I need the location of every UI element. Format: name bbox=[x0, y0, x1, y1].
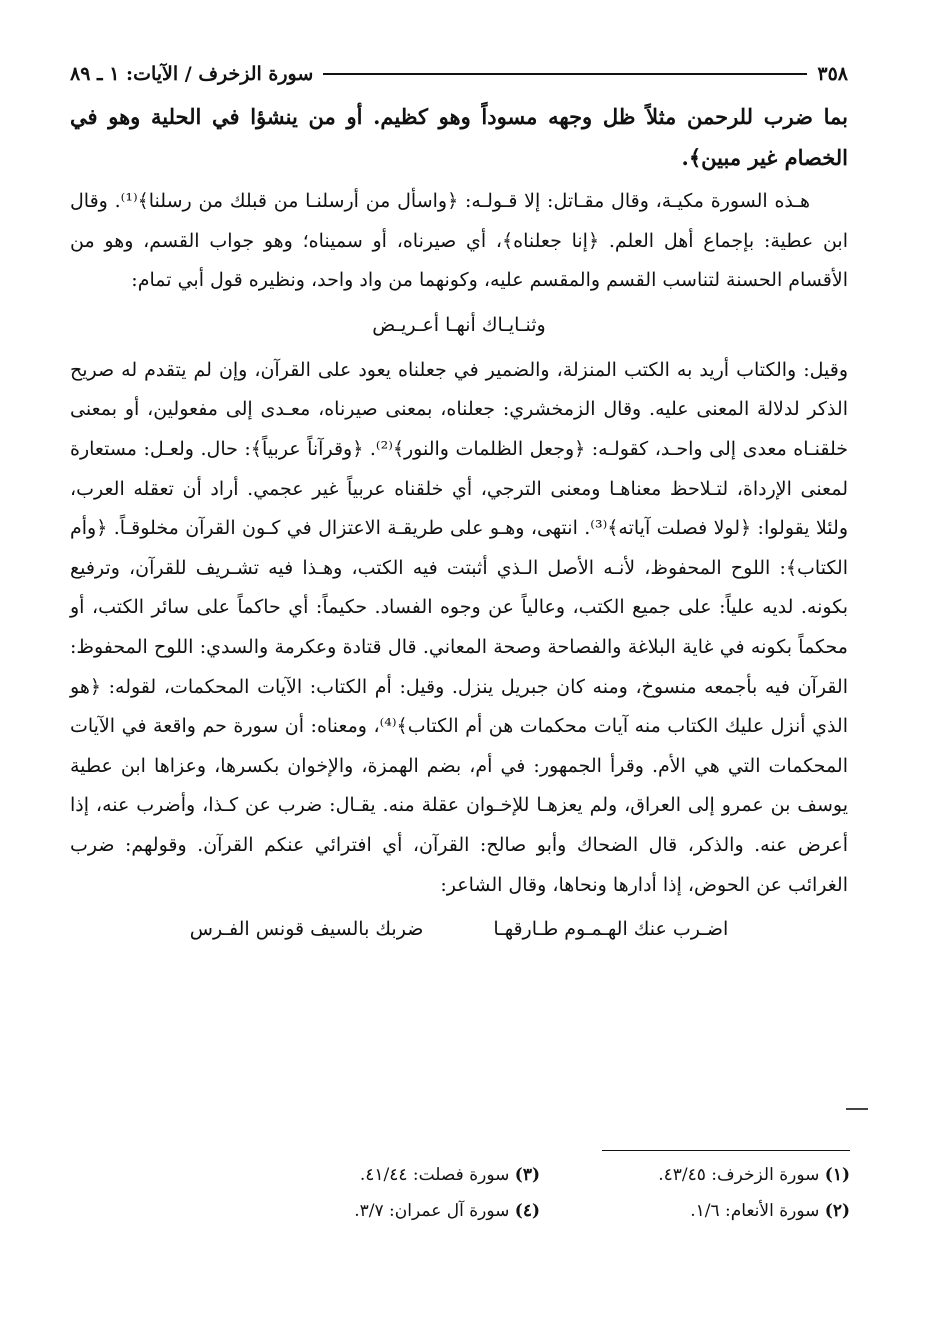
footnote-rule bbox=[602, 1150, 850, 1151]
footnotes bbox=[230, 1150, 850, 1229]
surah-range: سورة الزخرف / الآيات: ١ ـ ٨٩ bbox=[70, 63, 314, 85]
poem-hemistich-1: اضـرب عنك الهـمـوم طـارقهـا bbox=[493, 918, 729, 941]
page-header bbox=[70, 58, 848, 90]
poem-hemistich-2: ضربك بالسيف قونس الفـرس bbox=[189, 918, 424, 941]
poem-verse bbox=[70, 907, 848, 951]
commentary-body bbox=[70, 182, 848, 951]
footnote-2: (٢) سورة الأنعام: ١/٦. bbox=[690, 1201, 850, 1221]
paragraph-2: وقيل: والكتاب أريد به الكتب المنزلة، والضمير في جعلناه يعود على القرآن، وإن لم يتقدم له صريح الذكر لدلالة المعنى عليه. وقال الزمخشري: جعلناه، بمعنى صيرناه، معـدى إلى مفعولين، أو بمعنى خلقنـاه معدى إلى واحـد، كقولـه: ﴿وجعل الظلمات والنور﴾⁽²⁾. ﴿وقرآناً عربياً﴾: حال. ولعـل: مستعارة لمعنى الإرداة، لتـلاحظ معناهـا ومعنى الترجي، أي خلقناه عربياً غير عجمي. أراد أن تعقله العرب، ولئلا يقولوا: ﴿لولا فصلت آياته﴾⁽³⁾. انتهى، وهـو على طريقـة الاعتزال في كـون القرآن مخلوقـاً. ﴿وأم الكتاب﴾: اللوح المحفوظ، لأنـه الأصل الـذي أثبتت فيه الكتب، وهـذا فيه تشـريف للقرآن، وترفيع بكونه. لديه علياً: على جميع الكتب، وعالياً عن وجوه الفساد. حكيماً: أي حاكماً على سائر الكتب، أو محكماً بكونه في غاية البلاغة والفصاحة وصحة المعاني. قال قتادة وعكرمة والسدي: اللوح المحفوظ: القرآن فيه بأجمعه منسوخ، ومنه كان جبريل ينزل. وقيل: أم الكتاب: الآيات المحكمات، لقوله: ﴿هو الذي أنزل عليك الكتاب منه آيات محكمات هن أم الكتاب﴾⁽⁴⁾، ومعناه: أن سورة حم واقعة في الآيات المحكمات التي هي الأم. وقرأ الجمهور: في أم، بضم الهمزة، والإخوان بكسرها، وعزاها ابن عطية يوسف بن عمرو إلى العراق، ولم يعزهـا للإخـوان عقلة منه. يقـال: ضرب عن كـذا، وأضرب عنه، إذا أعرض عنه. والذكر، قال الضحاك وأبو صالح: القرآن، أي افترائي عنكم القرآن. وقولهم: ضرب الغرائب عن الحوض، إذا أدارها ونحاها، وقال الشاعر: bbox=[70, 358, 849, 896]
header-rule bbox=[323, 73, 807, 75]
poetry-verse: وثنـايـاك أنهـا أعـريـض bbox=[372, 313, 546, 336]
intro-verse: بما ضرب للرحمن مثلاً ظل وجهه مسوداً وهو كظيم. أو من ينشؤا في الحلية وهو في الخصام غير مبين﴾. bbox=[70, 104, 848, 170]
page-number: ٣٥٨ bbox=[817, 63, 848, 85]
footnote-3: (٣) سورة فصلت: ٤١/٤٤. bbox=[359, 1165, 540, 1185]
scan-mark bbox=[846, 1108, 868, 1110]
footnote-1: (١) سورة الزخرف: ٤٣/٤٥. bbox=[658, 1165, 850, 1185]
page bbox=[70, 58, 848, 951]
footnote-4: (٤) سورة آل عمران: ٣/٧. bbox=[354, 1201, 540, 1221]
paragraph-1: هـذه السورة مكيـة، وقال مقـاتل: إلا قـولـه: ﴿واسأل من أرسلنـا من قبلك من رسلنا﴾⁽¹⁾. وقال ابن عطية: بإجماع أهل العلم. ﴿إنا جعلناه﴾، أي صيرناه، أو سميناه؛ وهو جواب القسم، وهو من الأقسام الحسنة لتناسب القسم والمقسم عليه، وكونهما من واد واحد، ونظيره قول أبي تمام: bbox=[70, 190, 848, 292]
